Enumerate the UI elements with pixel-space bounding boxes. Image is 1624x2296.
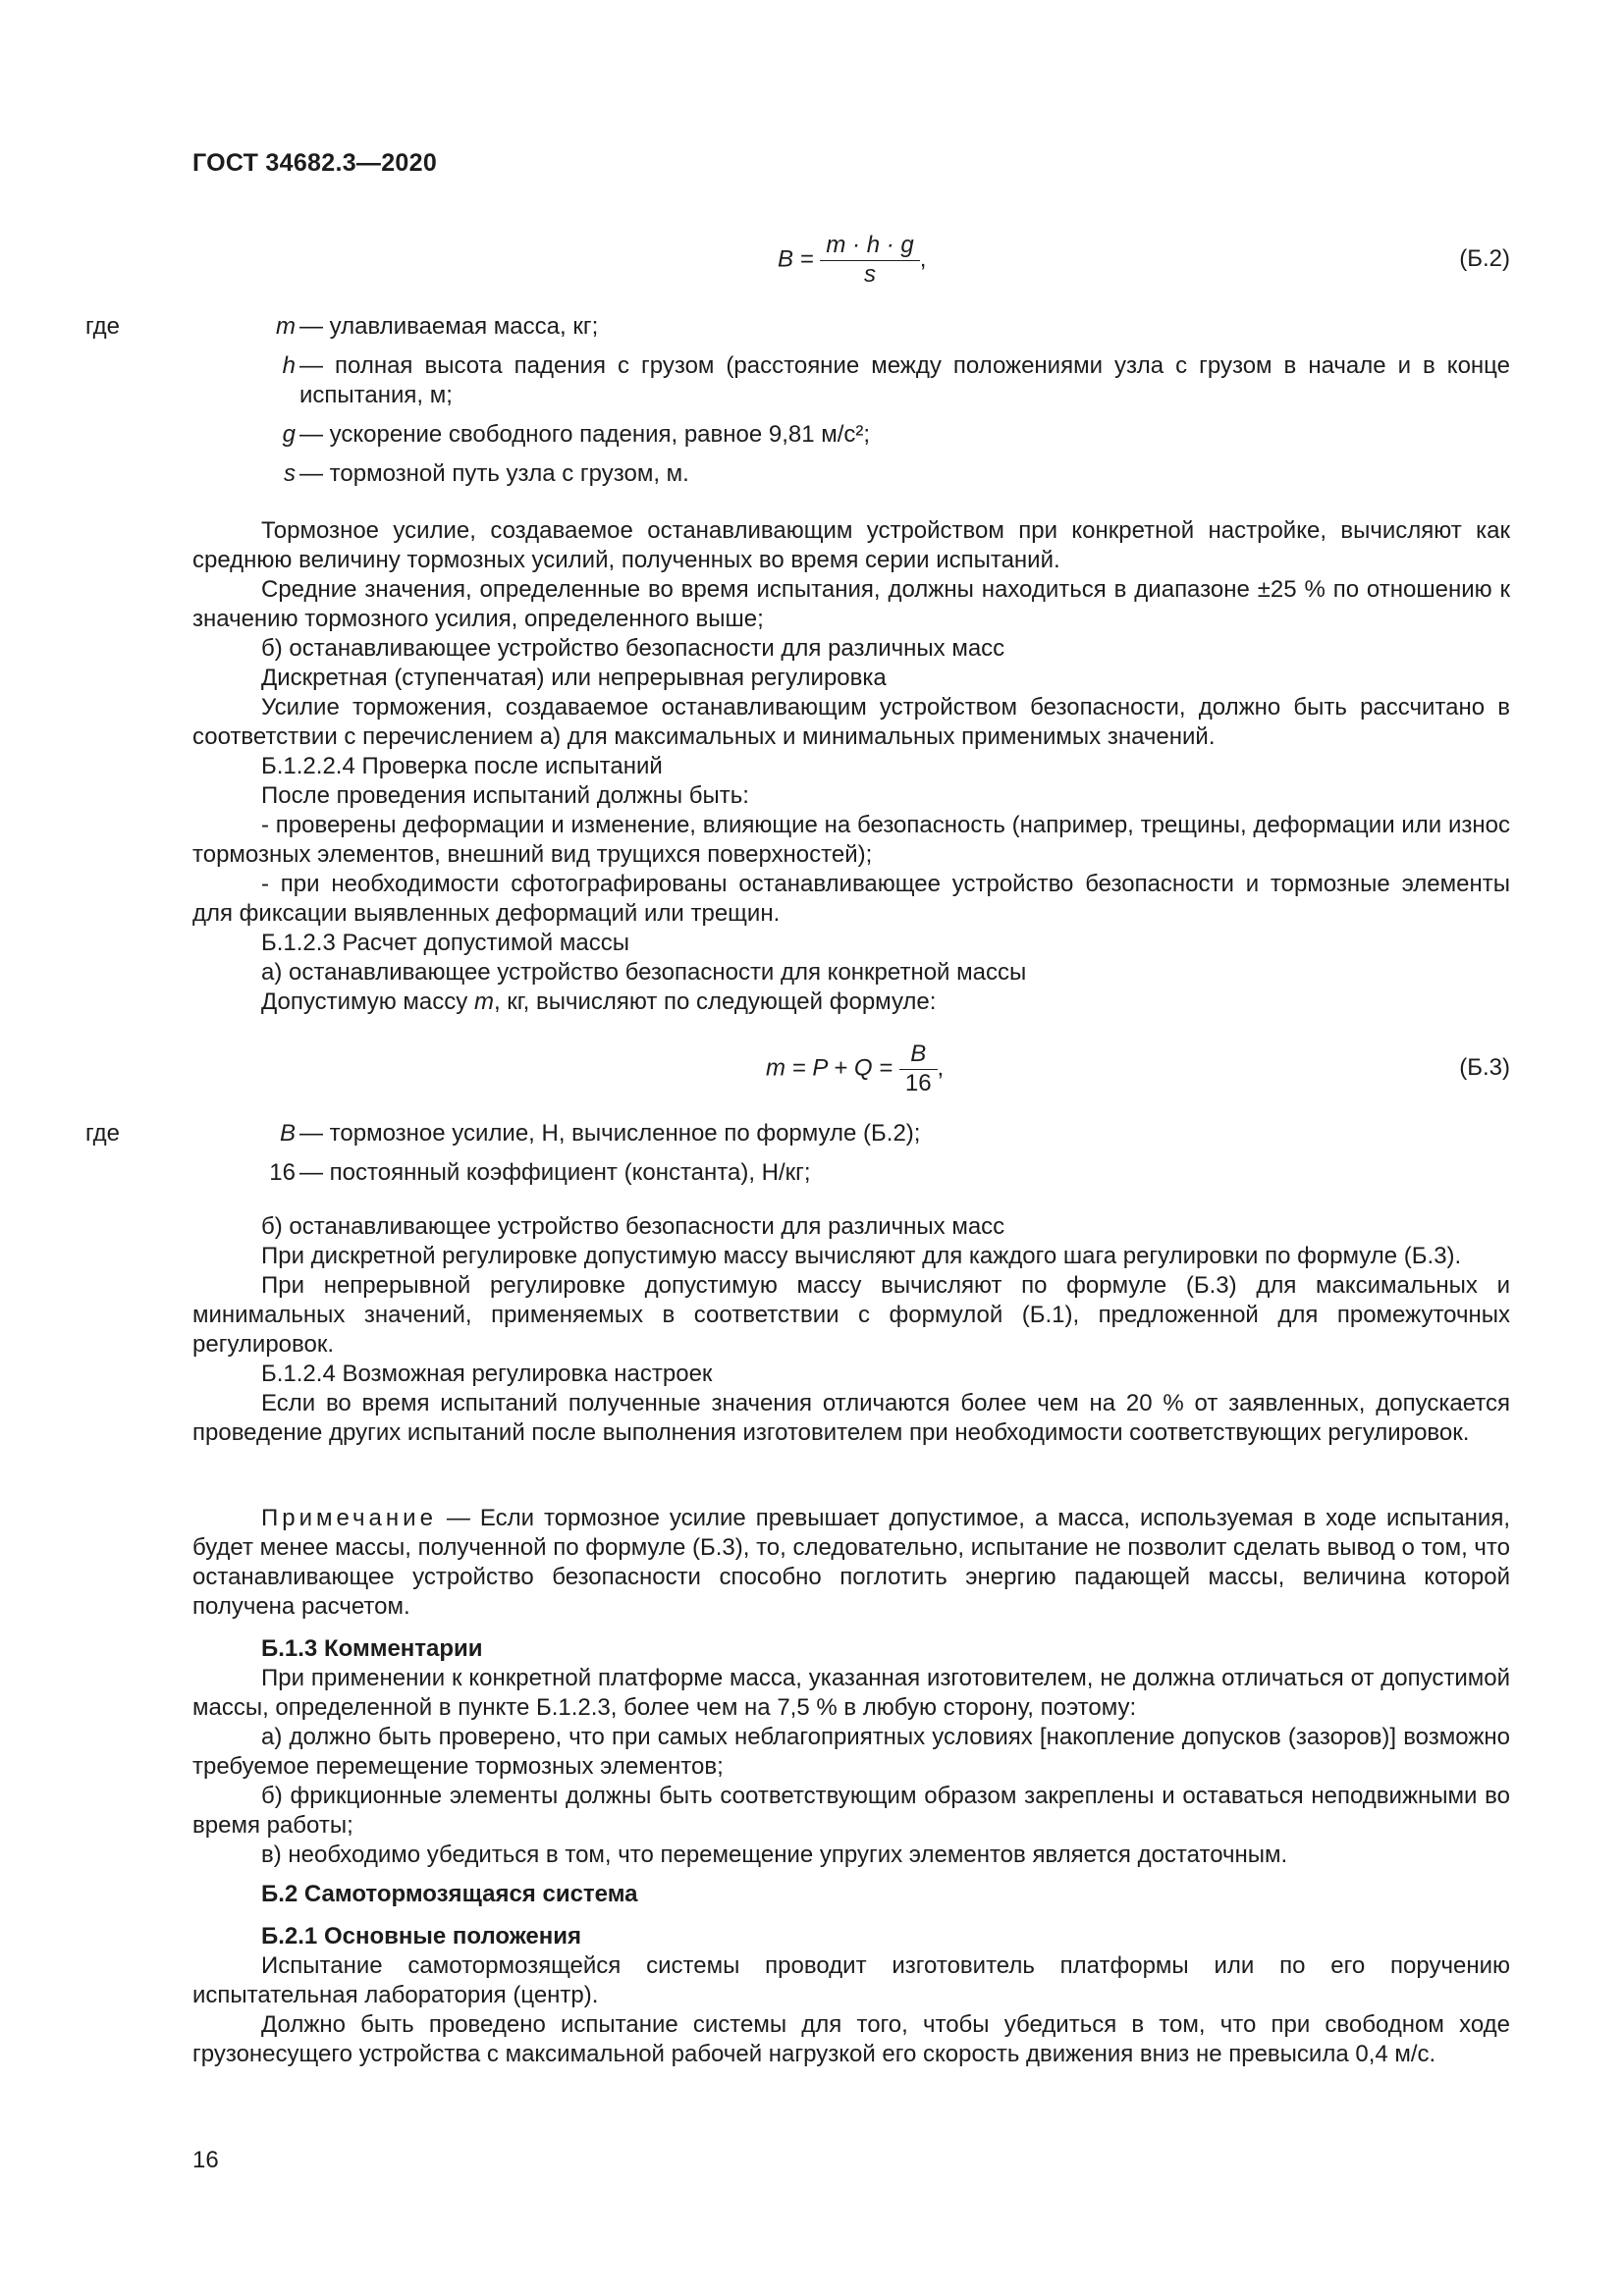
section-heading: Б.1.3 Комментарии [261, 1635, 483, 1662]
legend-item [192, 420, 1510, 450]
formula-b2 [192, 232, 1510, 291]
legend-symbol: 16 [269, 1159, 296, 1186]
page-number: 16 [192, 2147, 219, 2173]
legend-text: — улавливаемая масса, кг; [299, 313, 599, 340]
legend-text: — тормозное усилие, Н, вычисленное по формуле (Б.2); [299, 1120, 921, 1147]
paragraph: Испытание самотормозящейся системы проводит изготовитель платформы или по его поручению испытательная лаборатория (центр). [192, 1952, 1510, 2008]
paragraph: б) останавливающее устройство безопасности для различных масс [261, 1213, 1005, 1240]
note-text: — Если тормозное усилие превышает допустимое, а масса, используемая в ходе испытания, будет менее массы, полученной по формуле (Б.3), то, следовательно, испытание не позволит сделать вывод о том, что останавливающее устройство безопасности способно поглотить энергию падающей массы, величина которой получена расчетом. [192, 1505, 1510, 1620]
legend-text: — ускорение свободного падения, равное 9,81 м/с²; [299, 421, 871, 448]
formula-b2-denominator: s [864, 260, 877, 288]
formula-b3-numerator: B [899, 1041, 938, 1070]
legend-symbol: m [276, 313, 296, 340]
paragraph: Если во время испытаний полученные значения отличаются более чем на 20 % от заявленных, допускается проведение других испытаний после выполнения изготовителем при необходимости соответствующих регулировок. [192, 1390, 1510, 1446]
body-section-3 [192, 1634, 1510, 1870]
legend-intro: где [85, 313, 121, 340]
legend-text: — полная высота падения с грузом (расстояние между положениями узла с грузом в начале и в конце испытания, м; [299, 352, 1510, 408]
note-paragraph [192, 1504, 1510, 1622]
body-section-5 [192, 1922, 1510, 2069]
legend-symbol: g [282, 421, 296, 448]
body-section-2 [192, 1212, 1510, 1448]
legend-item [192, 1158, 1510, 1188]
formula-b2-numerator: m · h · g [820, 232, 919, 261]
paragraph: - проверены деформации и изменение, влияющие на безопасность (например, трещины, деформации или износ тормозных элементов, внешний вид трущихся поверхностей); [192, 812, 1510, 868]
formula-b3 [192, 1041, 1510, 1099]
paragraph: После проведения испытаний должны быть: [261, 782, 749, 809]
section-heading: Б.2.1 Основные положения [261, 1923, 582, 1949]
paragraph: Б.1.2.4 Возможная регулировка настроек [261, 1361, 713, 1387]
paragraph: При непрерывной регулировке допустимую массу вычисляют по формуле (Б.3) для максимальных и минимальных значений, применяемых в соответствии с формулой (Б.1), предложенной для промежуточных регулировок. [192, 1272, 1510, 1358]
note-label: Примечание [261, 1505, 437, 1531]
paragraph: - при необходимости сфотографированы останавливающее устройство безопасности и тормозные элементы для фиксации выявленных деформаций или трещин. [192, 871, 1510, 927]
formula-b3-number: (Б.3) [1459, 1054, 1510, 1081]
body-section-4 [192, 1880, 1510, 1909]
legend-symbol: B [279, 1120, 296, 1147]
paragraph: Тормозное усилие, создаваемое останавливающим устройством при конкретной настройке, вычисляют как среднюю величину тормозных усилий, полученных во время серии испытаний. [192, 517, 1510, 573]
legend-item [85, 312, 1510, 342]
paragraph: б) останавливающее устройство безопасности для различных масс [261, 635, 1005, 662]
legend-item [192, 351, 1510, 410]
mass-symbol: m [473, 988, 494, 1015]
section-heading: Б.2 Самотормозящаяся система [261, 1881, 638, 1907]
legend-text: — постоянный коэффициент (константа), Н/кг; [299, 1159, 811, 1186]
paragraph: а) останавливающее устройство безопасности для конкретной массы [261, 959, 1027, 986]
legend-symbol: s [284, 460, 296, 487]
paragraph: а) должно быть проверено, что при самых неблагоприятных условиях [накопление допусков (зазоров)] возможно требуемое перемещение тормозных элементов; [192, 1724, 1510, 1780]
note-block [192, 1504, 1510, 1622]
formula-b3-tail: , [937, 1054, 945, 1082]
paragraph: При применении к конкретной платформе масса, указанная изготовителем, не должна отличаться от допустимой массы, определенной в пункте Б.1.2.3, более чем на 7,5 % в любую сторону, поэтому: [192, 1665, 1510, 1721]
paragraph: Усилие торможения, создаваемое останавливающим устройством безопасности, должно быть рассчитано в соответствии с перечислением а) для максимальных и минимальных применимых значений. [192, 694, 1510, 750]
paragraph: Средние значения, определенные во время испытания, должны находиться в диапазоне ±25 % по отношению к значению тормозного усилия, определенного выше; [192, 576, 1510, 632]
paragraph: б) фрикционные элементы должны быть соответствующим образом закреплены и оставаться неподвижными во время работы; [192, 1783, 1510, 1839]
legend-item [192, 459, 1510, 489]
formula-b2-lhs: B = [778, 245, 814, 273]
formula-b2-legend [85, 312, 1510, 489]
formula-b3-denominator: 16 [904, 1069, 932, 1096]
paragraph: Б.1.2.3 Расчет допустимой массы [261, 930, 629, 956]
formula-b2-number: (Б.2) [1459, 245, 1510, 272]
formula-b2-fraction [820, 232, 919, 290]
paragraph: При дискретной регулировке допустимую массу вычисляют для каждого шага регулировки по формуле (Б.3). [261, 1243, 1462, 1269]
paragraph: Б.1.2.2.4 Проверка после испытаний [261, 753, 663, 779]
formula-b3-fraction [899, 1041, 938, 1098]
legend-symbol: h [282, 352, 296, 379]
legend-item [85, 1119, 1510, 1148]
legend-text: — тормозной путь узла с грузом, м. [299, 460, 689, 487]
paragraph: Дискретная (ступенчатая) или непрерывная регулировка [261, 665, 887, 691]
paragraph: в) необходимо убедиться в том, что перемещение упругих элементов является достаточным. [261, 1842, 1288, 1868]
body-section-1 [192, 516, 1510, 1017]
formula-b2-tail: , [919, 245, 927, 273]
formula-b3-lhs: m = P + Q = [766, 1054, 893, 1082]
formula-b3-legend [85, 1119, 1510, 1188]
paragraph: Допустимую массу m, кг, вычисляют по следующей формуле: [261, 988, 937, 1015]
standard-header: ГОСТ 34682.3—2020 [192, 149, 438, 177]
paragraph: Должно быть проведено испытание системы для того, чтобы убедиться в том, что при свободном ходе грузонесущего устройства с максимальной рабочей нагрузкой его скорость движения вниз не превысила 0,4 м/с. [192, 2011, 1510, 2067]
legend-intro: где [85, 1120, 121, 1147]
